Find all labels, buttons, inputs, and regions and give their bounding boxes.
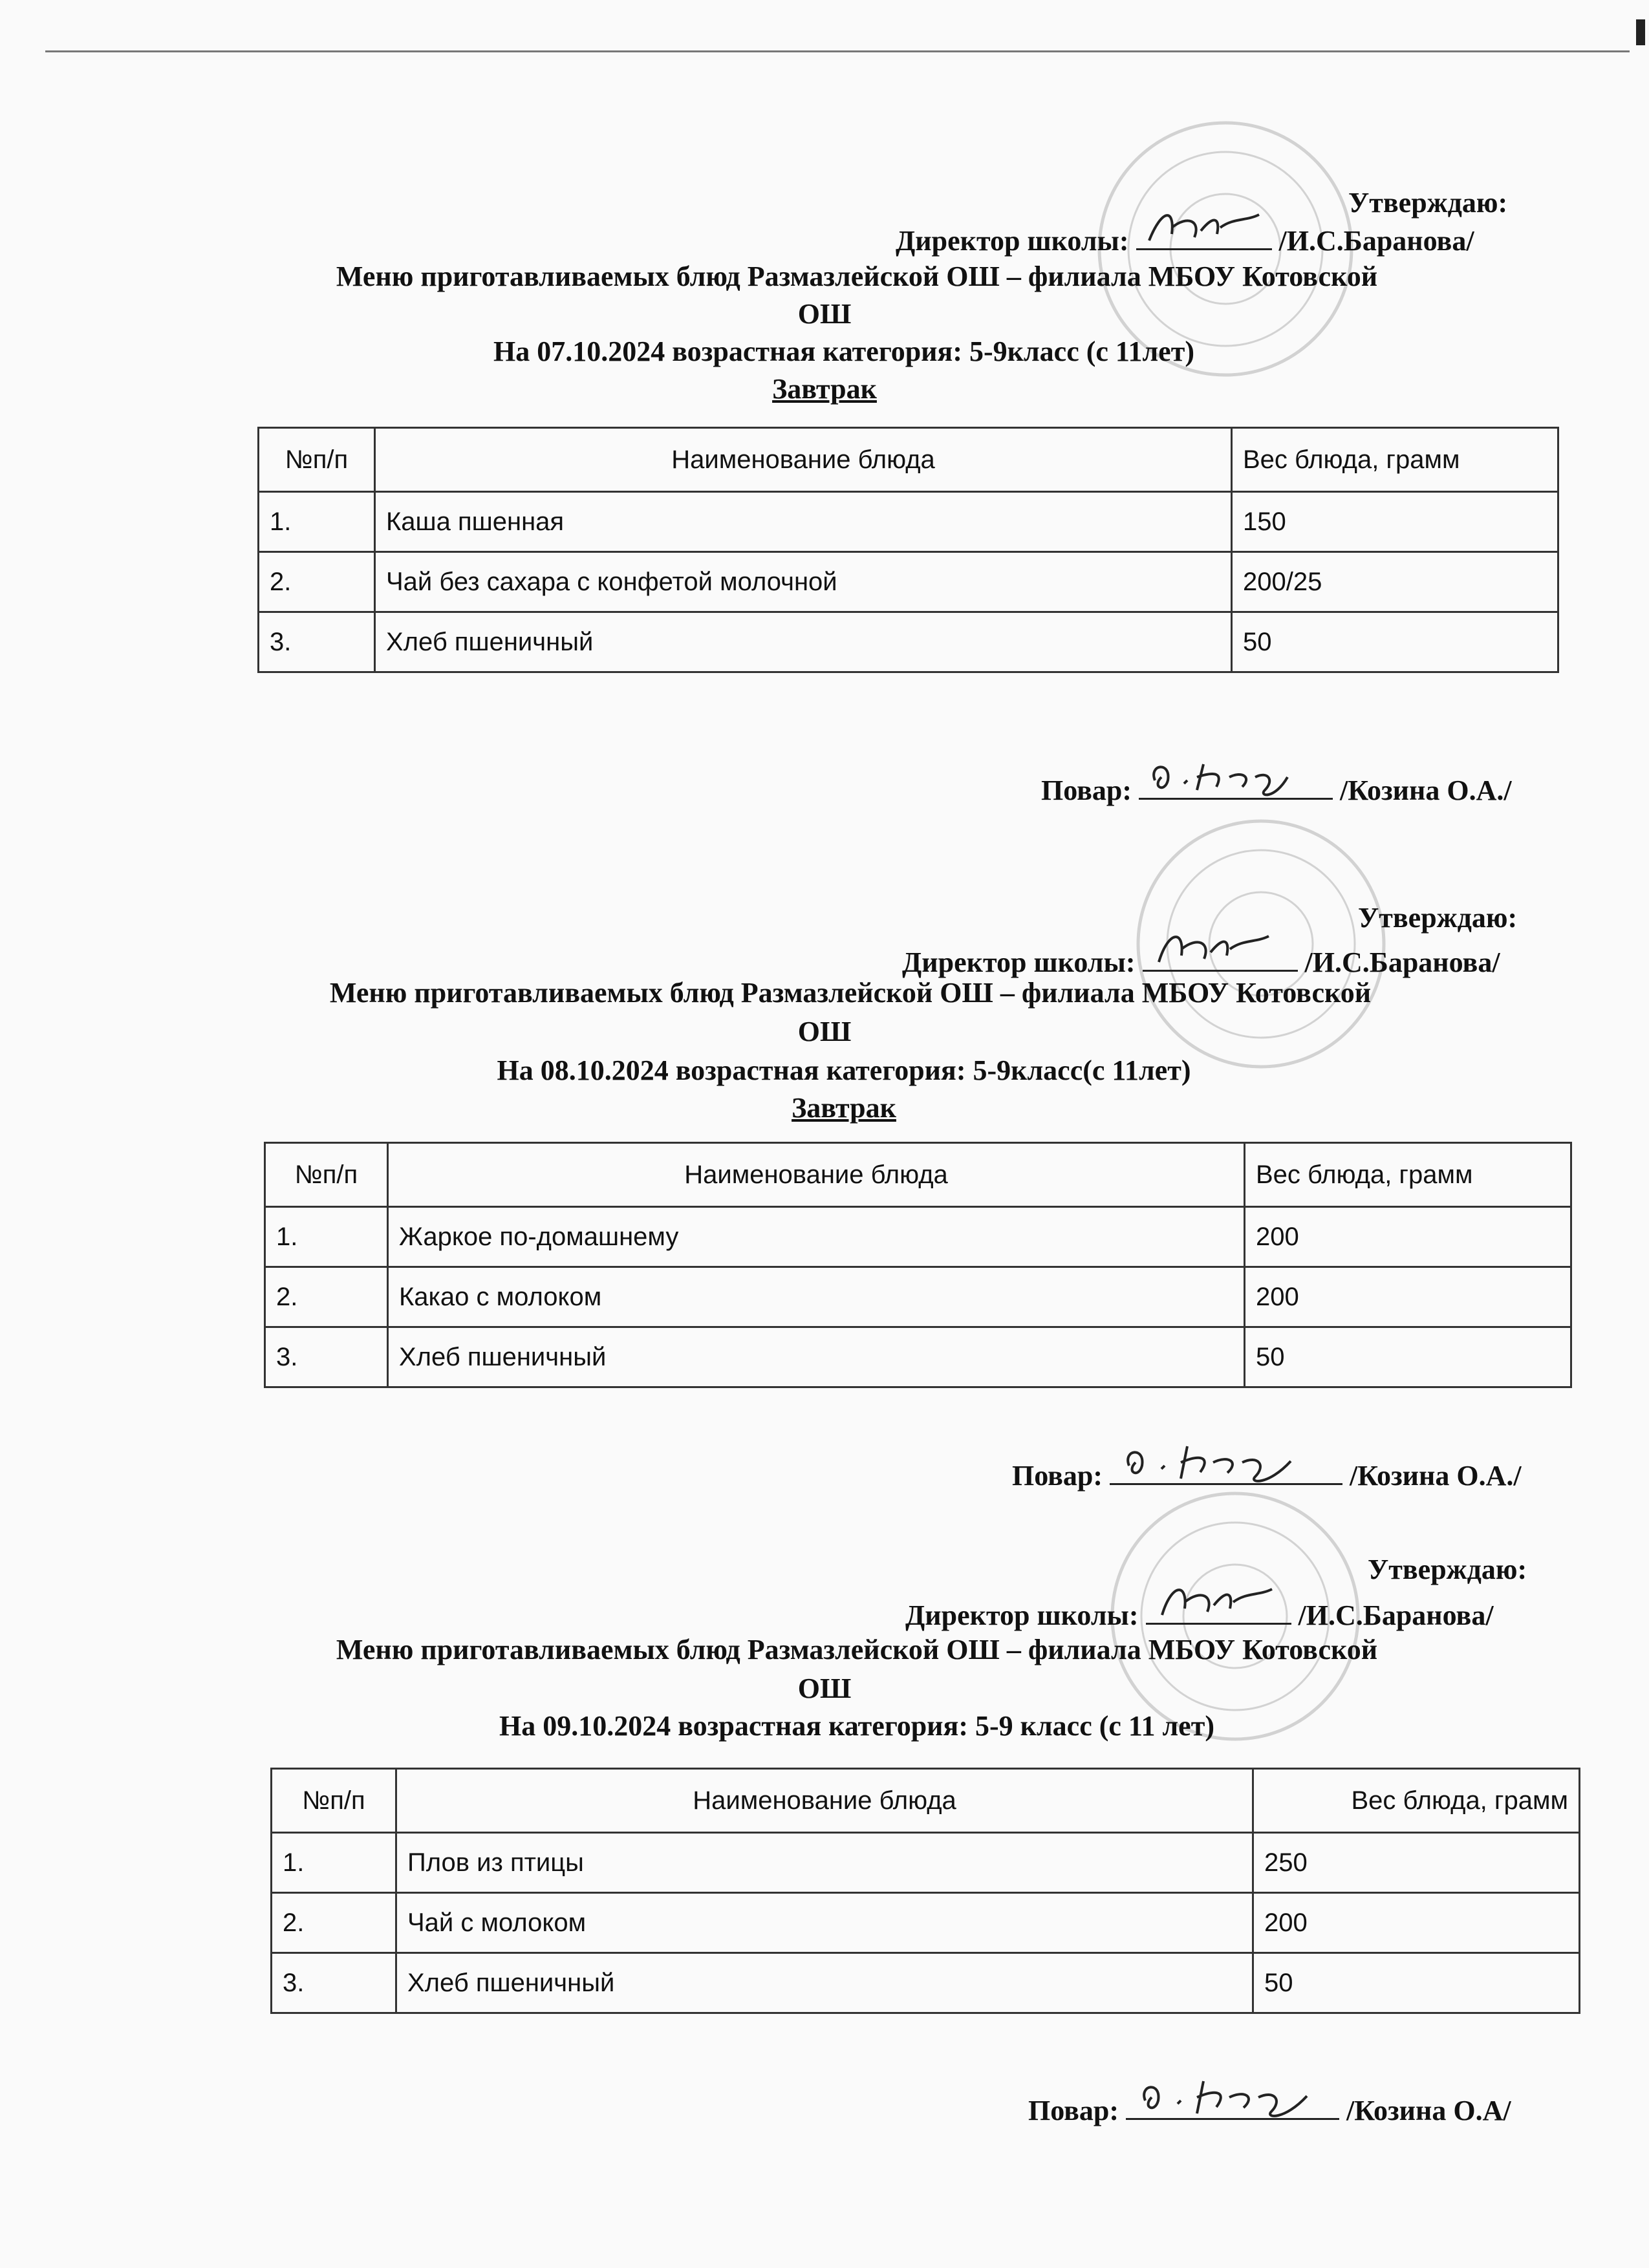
menu-title-line3: На 09.10.2024 возрастная категория: 5-9 класс (с 11 лет) <box>499 1710 1214 1742</box>
header-num: №п/п <box>259 428 375 492</box>
table-row <box>272 1893 1580 1953</box>
row-num: 2. <box>272 1893 396 1953</box>
director-line <box>905 1594 1494 1632</box>
table-header-row <box>272 1769 1580 1833</box>
menu-title-line3: На 07.10.2024 возрастная категория: 5-9класс (с 11лет) <box>493 336 1194 367</box>
director-label: Директор школы: <box>896 225 1129 257</box>
director-signature <box>1143 941 1298 972</box>
row-weight: 50 <box>1253 1953 1580 2013</box>
header-weight: Вес блюда, грамм <box>1245 1143 1571 1207</box>
cook-signature <box>1126 2090 1339 2120</box>
director-line <box>896 220 1474 257</box>
table-row <box>259 612 1558 672</box>
cook-signature <box>1139 769 1333 800</box>
row-weight: 200 <box>1253 1893 1580 1953</box>
row-weight: 250 <box>1253 1833 1580 1893</box>
row-num: 2. <box>259 552 375 612</box>
menu-title-line1: Меню приготавливаемых блюд Размазлейской ОШ – филиала МБОУ Котовской <box>336 261 1378 292</box>
row-num: 1. <box>272 1833 396 1893</box>
row-name: Какао с молоком <box>388 1267 1245 1327</box>
cook-line <box>1041 769 1512 807</box>
meal-label: Завтрак <box>772 373 877 405</box>
director-name: /И.С.Баранова/ <box>1278 225 1474 257</box>
table-row <box>265 1267 1571 1327</box>
row-name: Чай с молоком <box>396 1893 1253 1953</box>
table-row <box>259 492 1558 552</box>
cook-name: /Козина О.А./ <box>1350 1460 1522 1492</box>
header-weight: Вес блюда, грамм <box>1232 428 1558 492</box>
header-weight: Вес блюда, грамм <box>1253 1769 1580 1833</box>
cook-label: Повар: <box>1028 2095 1119 2126</box>
menu-table <box>257 427 1559 673</box>
meal-label: Завтрак <box>792 1092 896 1124</box>
row-num: 2. <box>265 1267 388 1327</box>
header-name: Наименование блюда <box>396 1769 1253 1833</box>
director-line <box>902 941 1500 979</box>
table-row <box>265 1207 1571 1267</box>
director-label: Директор школы: <box>902 947 1136 978</box>
director-signature <box>1136 220 1272 250</box>
table-header-row <box>265 1143 1571 1207</box>
row-num: 1. <box>259 492 375 552</box>
approve-label: Утверждаю: <box>1368 1554 1527 1585</box>
header-num: №п/п <box>265 1143 388 1207</box>
row-num: 3. <box>272 1953 396 2013</box>
director-name: /И.С.Баранова/ <box>1304 947 1500 978</box>
row-name: Плов из птицы <box>396 1833 1253 1893</box>
scan-corner-mark <box>1636 19 1645 45</box>
menu-title-line1: Меню приготавливаемых блюд Размазлейской ОШ – филиала МБОУ Котовской <box>336 1634 1378 1665</box>
header-name: Наименование блюда <box>388 1143 1245 1207</box>
row-weight: 50 <box>1245 1327 1571 1387</box>
cook-line <box>1028 2090 1511 2127</box>
director-label: Директор школы: <box>905 1599 1139 1631</box>
menu-title-line2: ОШ <box>797 1016 852 1047</box>
row-weight: 200/25 <box>1232 552 1558 612</box>
menu-title-line2: ОШ <box>797 1673 852 1704</box>
header-name: Наименование блюда <box>375 428 1232 492</box>
row-num: 1. <box>265 1207 388 1267</box>
table-header-row <box>259 428 1558 492</box>
row-name: Хлеб пшеничный <box>375 612 1232 672</box>
row-name: Каша пшенная <box>375 492 1232 552</box>
row-weight: 150 <box>1232 492 1558 552</box>
row-name: Хлеб пшеничный <box>396 1953 1253 2013</box>
menu-table <box>270 1768 1580 2014</box>
row-name: Жаркое по-домашнему <box>388 1207 1245 1267</box>
row-num: 3. <box>259 612 375 672</box>
cook-signature <box>1110 1455 1342 1485</box>
cook-name: /Козина О.А/ <box>1346 2095 1511 2126</box>
table-row <box>259 552 1558 612</box>
row-name: Хлеб пшеничный <box>388 1327 1245 1387</box>
menu-table <box>264 1142 1572 1388</box>
header-num: №п/п <box>272 1769 396 1833</box>
cook-label: Повар: <box>1012 1460 1103 1492</box>
row-weight: 200 <box>1245 1207 1571 1267</box>
table-row <box>272 1953 1580 2013</box>
table-row <box>272 1833 1580 1893</box>
cook-label: Повар: <box>1041 775 1132 806</box>
row-weight: 50 <box>1232 612 1558 672</box>
director-signature <box>1146 1594 1291 1625</box>
menu-title-line1: Меню приготавливаемых блюд Размазлейской ОШ – филиала МБОУ Котовской <box>329 977 1372 1009</box>
table-row <box>265 1327 1571 1387</box>
row-num: 3. <box>265 1327 388 1387</box>
menu-title-line3: На 08.10.2024 возрастная категория: 5-9класс(с 11лет) <box>497 1054 1191 1086</box>
menu-title-line2: ОШ <box>797 298 852 330</box>
cook-name: /Козина О.А./ <box>1340 775 1512 806</box>
approve-label: Утверждаю: <box>1348 187 1508 219</box>
scan-top-line <box>45 50 1630 52</box>
director-name: /И.С.Баранова/ <box>1298 1599 1494 1631</box>
row-weight: 200 <box>1245 1267 1571 1327</box>
row-name: Чай без сахара с конфетой молочной <box>375 552 1232 612</box>
approve-label: Утверждаю: <box>1358 902 1518 934</box>
